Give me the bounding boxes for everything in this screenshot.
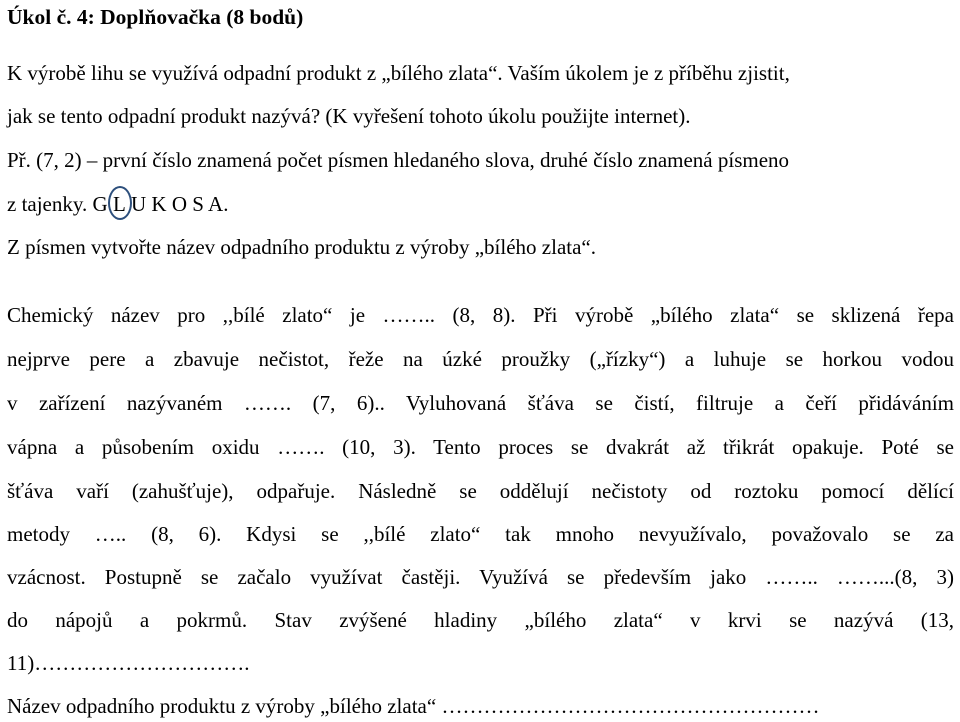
story-line-9: 11)…………………………. [7,651,250,675]
story-line-3: v zařízení nazývaném ……. (7, 6).. Vyluhovaná šťáva se čistí, filtruje a čeří přidáváním [7,391,954,415]
story-line-4: vápna a působením oxidu ……. (10, 3). Tento proces se dvakrát až třikrát opakuje. Poté se [7,435,954,459]
intro-line-2: jak se tento odpadní produkt nazývá? (K vyřešení tohoto úkolu použijte internet). [7,104,691,128]
story-line-7: vzácnost. Postupně se začalo využívat častěji. Využívá se především jako …….. ……...(8, 3) [7,565,954,589]
story-line-1: Chemický název pro ,,bílé zlato“ je …….. (8, 8). Při výrobě „bílého zlata“ se sklizená řepa [7,303,954,327]
answer-line [7,696,819,717]
example-prefix: z tajenky. G [7,192,113,216]
answer-blank[interactable]: ……………………………………………… [441,694,820,718]
story-line-8: do nápojů a pokrmů. Stav zvýšené hladiny „bílého zlata“ v krvi se nazývá (13, [7,608,954,632]
story-line-5: šťáva vaří (zahušťuje), odpařuje. Následně se oddělují nečistoty od roztoku pomocí dělící [7,479,954,503]
instruction-line: Z písmen vytvořte název odpadního produktu z výroby „bílého zlata“. [7,235,596,259]
story-line-2: nejprve pere a zbavuje nečistot, řeže na úzké proužky („řízky“) a luhuje se horkou vodou [7,347,954,371]
example-line [7,194,228,215]
answer-label: Název odpadního produktu z výroby „bílého zlata“ [7,694,437,718]
circled-letter: L [112,192,126,216]
intro-line-1: K výrobě lihu se využívá odpadní produkt z „bílého zlata“. Vaším úkolem je z příběhu zjistit, [7,61,790,85]
story-line-6: metody ….. (8, 6). Kdysi se ,,bílé zlato“ tak mnoho nevyužívalo, považovalo se za [7,522,954,546]
example-suffix: U K O S A. [125,192,229,216]
task-title: Úkol č. 4: Doplňovačka (8 bodů) [7,5,304,29]
intro-line-3: Př. (7, 2) – první číslo znamená počet písmen hledaného slova, druhé číslo znamená písmeno [7,148,790,172]
